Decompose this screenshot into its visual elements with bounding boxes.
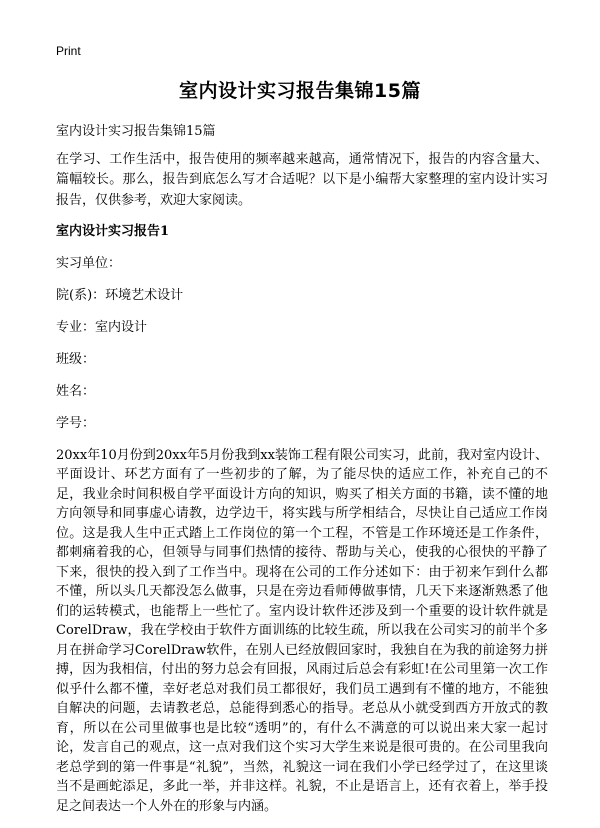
document-body [56,122,548,816]
field-class: 班级： [56,351,96,367]
intro-paragraph: 在学习、工作生活中，报告使用的频率越来越高，通常情况下，报告的内容含量大、篇幅较长。那么，报告到底怎么写才合适呢？以下是小编帮大家整理的室内设计实习报告，仅供参考，欢迎大家阅读。 [56,151,548,208]
field-name: 姓名： [56,383,96,399]
field-internship-unit: 实习单位： [56,255,122,271]
section-heading: 室内设计实习报告1 [56,224,170,239]
field-major: 专业：室内设计 [56,319,148,335]
print-link[interactable]: Print [56,44,81,58]
document-subtitle: 室内设计实习报告集锦15篇 [56,124,216,139]
body-paragraph: 20xx年10月份到20xx年5月份我到xx装饰工程有限公司实习，此前，我对室内设计、平面设计、环艺方面有了一些初步的了解，为了能尽快的适应工作，补充自己的不足，我业余时间积极自学平面设计方向的知识，购买了相关方面的书籍，读不懂的地方向领导和同事虚心请教，边学边干，将实践与所学相结合，尽快让自己适应工作岗位。这是我人生中正式踏上工作岗位的第一个工程，不管是工作环境还是工作条件，都刺痛着我的心，但领导与同事们热情的接待、帮助与关心，使我的心很快的平静了下来，很快的投入到了工作当中。现将在公司的工作分述如下：由于初来乍到什么都不懂，所以头几天都没怎么做事，只是在旁边看师傅做事情，几天下来逐渐熟悉了他们的运转模式，也能帮上一些忙了。室内设计软件还涉及到一个重要的设计软件就是CorelDraw，我在学校由于软件方面训练的比较生疏，所以我在公司实习的前半个多月在拼命学习CorelDraw软件，在别人已经放假回家时，我独自在为我的前途努力拼搏，因为我相信，付出的努力总会有回报，风雨过后总会有彩虹!在公司里第一次工作似乎什么都不懂，幸好老总对我们员工都很好，我们员工遇到有不懂的地方，不能独自解决的问题，去请教老总，总能得到悉心的指导。老总从小就受到西方开放式的教育，所以在公司里做事也是比较“透明”的，有什么不满意的可以说出来大家一起讨论，发言自己的观点，这一点对我们这个实习大学生来说是很可贵的。在公司里我向老总学到的第一件事是“礼貌”，当然，礼貌这一词在我们小学已经学过了，在这里谈当不是画蛇添足，多此一举，并非这样。礼貌，不止是语言上，还有衣着上，举手投足之间表达一个人外在的形象与内涵。 [56,447,548,814]
field-student-id: 学号： [56,415,96,431]
document-title: 室内设计实习报告集锦15篇 [179,80,421,102]
field-department: 院(系)：环境艺术设计 [56,287,184,303]
